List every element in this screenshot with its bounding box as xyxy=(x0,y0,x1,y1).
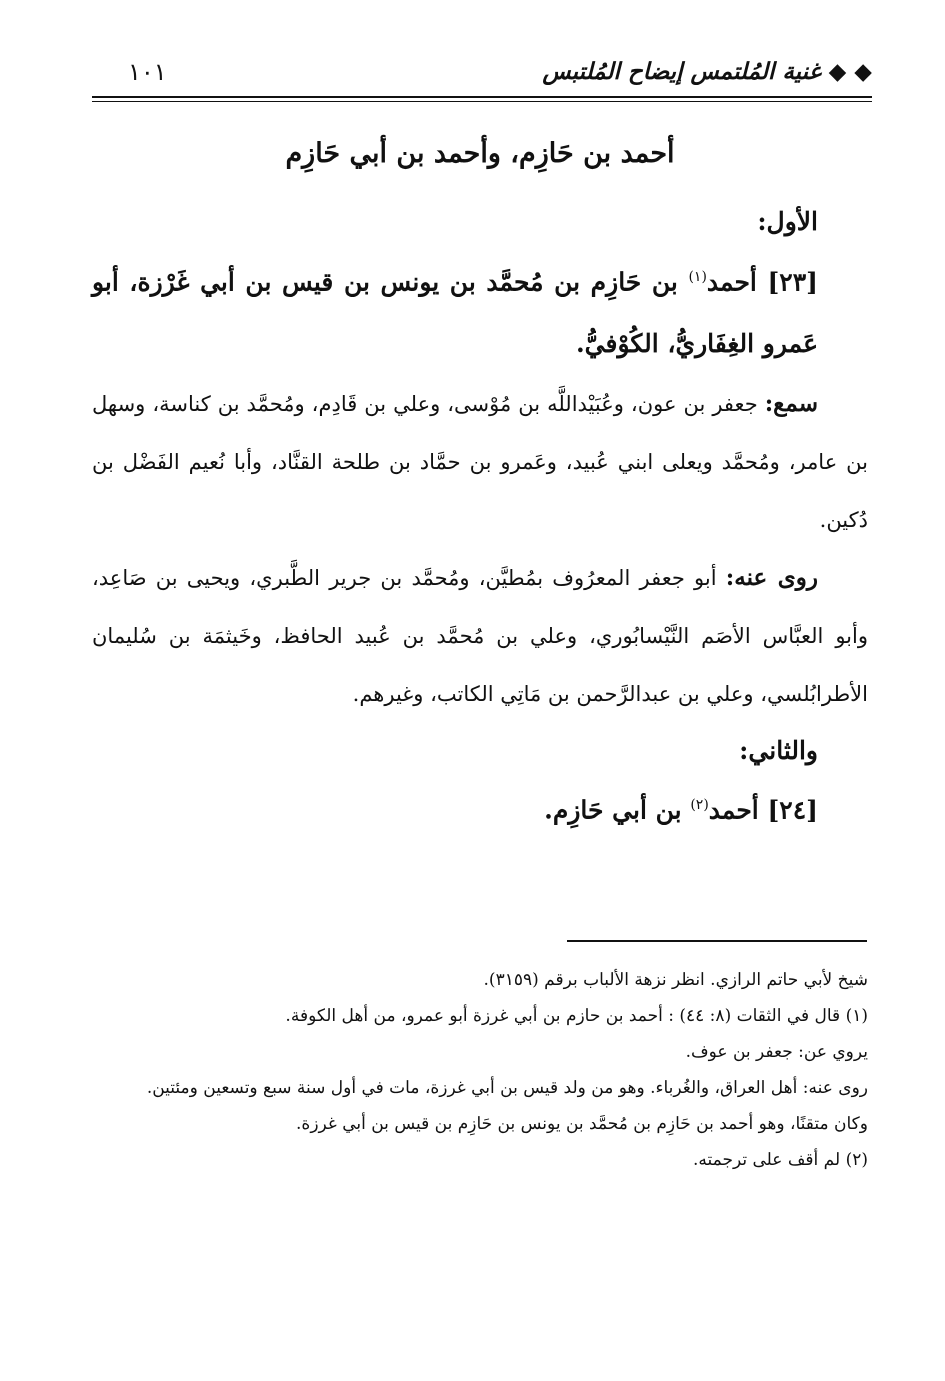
footnote-line: يروي عن: جعفر بن عوف. xyxy=(685,1042,868,1062)
entry-23-rest: بن حَازِم بن مُحمَّد بن يونس بن قيس بن أبي غَرْزة، أبو عَمرو الغِفَاريُّ، الكُوْفيُّ. xyxy=(92,267,818,359)
footnote-line: وكان متقنًا، وهو أحمد بن حَازِم بن مُحمَّد بن يونس بن حَازِم بن قيس بن أبي غرزة. xyxy=(296,1114,868,1134)
section-title: أحمد بن حَازِم، وأحمد بن أبي حَازِم xyxy=(285,138,675,169)
narrated-paragraph xyxy=(92,549,868,723)
heard-text: جعفر بن عون، وعُبَيْداللَّه بن مُوْسى، وعلي بن قَادِم، ومُحمَّد بن كناسة، وسهل بن عامر، ومُحمَّد ويعلى ابني عُبيد، وعَمرو بن حمَّاد بن طلحة القنَّاد، وأبا نُعيم الفَضْل بن دُكين. xyxy=(92,392,868,533)
page-number: ١٠١ xyxy=(128,58,167,86)
entry-24 xyxy=(92,779,868,836)
page-header xyxy=(92,56,872,94)
entry-23-head: [٢٣] أحمد xyxy=(706,267,818,297)
heard-paragraph xyxy=(92,375,868,549)
footnote-divider xyxy=(567,940,867,942)
footnote-ref-1: (١) xyxy=(688,269,707,285)
entry-24-head: [٢٤] أحمد xyxy=(708,795,818,825)
entry-23 xyxy=(92,246,868,375)
second-label: والثاني: xyxy=(739,736,818,766)
running-title: ◆ ◆ غنية المُلتمس إيضاح المُلتبس xyxy=(542,58,872,85)
entry-24-rest: بن أبي حَازِم. xyxy=(544,795,691,825)
first-label: الأول: xyxy=(757,207,818,236)
header-rule xyxy=(92,96,872,98)
narrated-label: روى عنه: xyxy=(725,564,818,592)
footnote-ref-2: (٢) xyxy=(690,797,709,814)
footnote-2: (٢) لم أقف على ترجمته. xyxy=(692,1150,868,1170)
footnote-line: روى عنه: أهل العراق، والغُرباء. وهو من ولد قيس بن أبي غرزة، مات في أول سنة سبع وتسعين ومئتين. xyxy=(146,1078,868,1098)
narrated-text: أبو جعفر المعرُوف بمُطيَّن، ومُحمَّد بن جرير الطَّبري، ويحيى بن صَاعِد، وأبو العبَّاس الأصَم النَّيْسابُوري، وعلي بن مُحمَّد بن عُبيد الحافظ، وخَيثمَة بن سُليمان الأطرابُلسي، وعلي بن عبدالرَّحمن بن مَاتِي الكاتب، وغيرهم. xyxy=(92,566,868,707)
footnote-1: (١) قال في الثقات (٨: ٤٤) : أحمد بن حازم بن أبي غرزة أبو عمرو، من أهل الكوفة. xyxy=(285,1006,868,1026)
header-rule-thin xyxy=(92,101,872,102)
footnotes xyxy=(92,962,868,1178)
main-text xyxy=(92,130,868,837)
heard-label: سمع: xyxy=(764,390,818,418)
footnote-line: شيخ لأبي حاتم الرازي. انظر نزهة الألباب برقم (٣١٥٩). xyxy=(483,970,868,990)
